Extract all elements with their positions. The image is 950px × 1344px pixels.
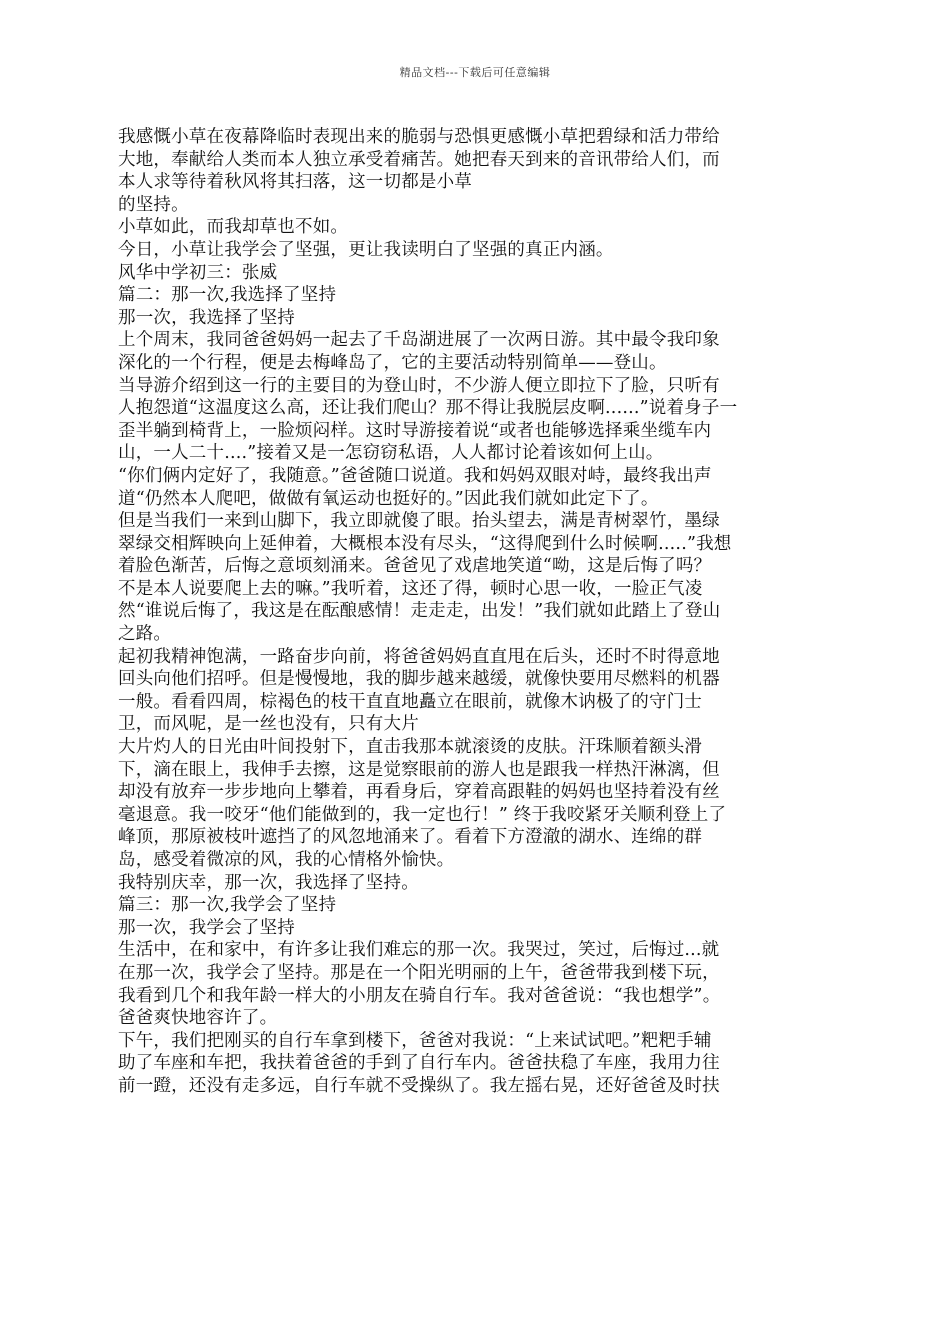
text-line: 爸爸爽快地容许了。 — [118, 1008, 278, 1029]
text-line: 一般。看看四周，棕褐色的枝干直直地矗立在眼前，就像木讷极了的守门士 — [118, 691, 703, 712]
page-header: 精品文档---下载后可任意编辑 — [399, 66, 551, 79]
text-line: 大地，奉献给人类而本人独立承受着痛苦。她把春天到来的音讯带给人们，而 — [118, 149, 720, 170]
text-line: 风华中学初三：张威 — [118, 262, 278, 283]
text-line: 深化的一个行程，便是去梅峰岛了，它的主要活动特别简单——登山。 — [118, 352, 667, 373]
text-line: 之路。 — [118, 624, 172, 645]
text-line: 然“谁说后悔了，我这是在酝酿感情！走走走，出发！”我们就如此踏上了登山 — [118, 601, 721, 622]
text-line: 起初我精神饱满，一路奋步向前，将爸爸妈妈直直甩在后头，还时不时得意地 — [118, 646, 720, 667]
text-line: 山，一人二十....”接着又是一怎窃窃私语，人人都讨论着该如何上山。 — [118, 443, 664, 464]
text-line: 着脸色渐苦，后悔之意顷刻涌来。爸爸见了戏虐地笑道“呦，这是后悔了吗？ — [118, 556, 712, 577]
text-line: 当导游介绍到这一行的主要目的为登山时，不少游人便立即拉下了脸，只听有 — [118, 375, 720, 396]
text-line: 岛，感受着微凉的风，我的心情格外愉快。 — [118, 850, 455, 870]
text-line: 下，滴在眼上，我伸手去擦，这是觉察眼前的游人也是跟我一样热汗淋漓，但 — [118, 759, 720, 780]
text-line: 助了车座和车把，我扶着爸爸的手到了自行车内。爸爸扶稳了车座，我用力往 — [118, 1053, 720, 1074]
text-line: 峰顶，那原被枝叶遮挡了的风忽地涌来了。看着下方澄澈的湖水、连绵的群 — [118, 827, 703, 848]
text-line: 的坚持。 — [118, 194, 189, 215]
text-line: 回头向他们招呼。但是慢慢地，我的脚步越来越缓，就像快要用尽燃料的机器 — [118, 669, 720, 690]
text-line: 上个周末，我同爸爸妈妈一起去了千岛湖进展了一次两日游。其中最令我印象 — [118, 330, 720, 351]
text-line: 生活中，在和家中，有许多让我们难忘的那一次。我哭过，笑过，后悔过...就 — [118, 940, 720, 961]
text-line: 毫退意。我一咬牙“他们能做到的，我一定也行！” 终于我咬紧牙关顺利登上了 — [118, 804, 727, 825]
text-line: 大片灼人的日光由叶间投射下，直击我那本就滚烫的皮肤。汗珠顺着额头滑 — [118, 737, 703, 758]
text-line: 卫，而风呢，是一丝也没有，只有大片 — [118, 714, 419, 735]
text-line: 翠绿交相辉映向上延伸着，大概根本没有尽头，“这得爬到什么时候啊.....”我想 — [118, 533, 732, 554]
text-line: 我看到几个和我年龄一样大的小朋友在骑自行车。我对爸爸说：“我也想学”。 — [118, 985, 721, 1006]
text-line: 不是本人说要爬上去的嘛。”我听着，这还了得，顿时心思一收，一脸正气凌 — [118, 578, 703, 599]
text-line: 道“仍然本人爬吧，做做有氧运动也挺好的。”因此我们就如此定下了。 — [118, 488, 659, 509]
text-line: “你们俩内定好了，我随意。”爸爸随口说道。我和妈妈双眼对峙，最终我出声 — [118, 465, 712, 486]
text-line: 我感慨小草在夜幕降临时表现出来的脆弱与恐惧更感慨小草把碧绿和活力带给 — [118, 127, 720, 147]
text-line: 我特别庆幸，那一次，我选择了坚持。 — [118, 872, 419, 893]
text-line: 下午，我们把刚买的自行车拿到楼下，爸爸对我说：“上来试试吧。”粑粑手辅 — [118, 1030, 712, 1051]
text-line: 今日，小草让我学会了坚强，更让我读明白了坚强的真正内涵。 — [118, 239, 614, 260]
text-line: 前一蹬，还没有走多远，自行车就不受操纵了。我左摇右晃，还好爸爸及时扶 — [118, 1075, 720, 1096]
text-line: 那一次，我学会了坚持 — [118, 917, 295, 938]
text-line: 却没有放弃一步步地向上攀着，再看身后，穿着高跟鞋的妈妈也坚持着没有丝 — [118, 782, 720, 803]
text-line: 小草如此，而我却草也不如。 — [118, 217, 349, 238]
text-line: 那一次，我选择了坚持 — [118, 307, 295, 328]
text-line: 篇二：那一次,我选择了坚持 — [118, 285, 337, 306]
text-line: 篇三：那一次,我学会了坚持 — [118, 895, 337, 916]
text-line: 本人求等待着秋风将其扫落，这一切都是小草 — [118, 172, 472, 193]
text-line: 人抱怨道“这温度这么高，还让我们爬山？那不得让我脱层皮啊......”说着身子一 — [118, 398, 738, 419]
text-line: 歪半躺到椅背上，一脸烦闷样。这时导游接着说“或者也能够选择乘坐缆车内 — [118, 420, 712, 441]
document-body — [118, 126, 818, 1098]
text-line: 在那一次，我学会了坚持。那是在一个阳光明丽的上午，爸爸带我到楼下玩， — [118, 962, 720, 983]
text-line: 但是当我们一来到山脚下，我立即就傻了眼。抬头望去，满是青树翠竹，墨绿 — [118, 511, 720, 532]
